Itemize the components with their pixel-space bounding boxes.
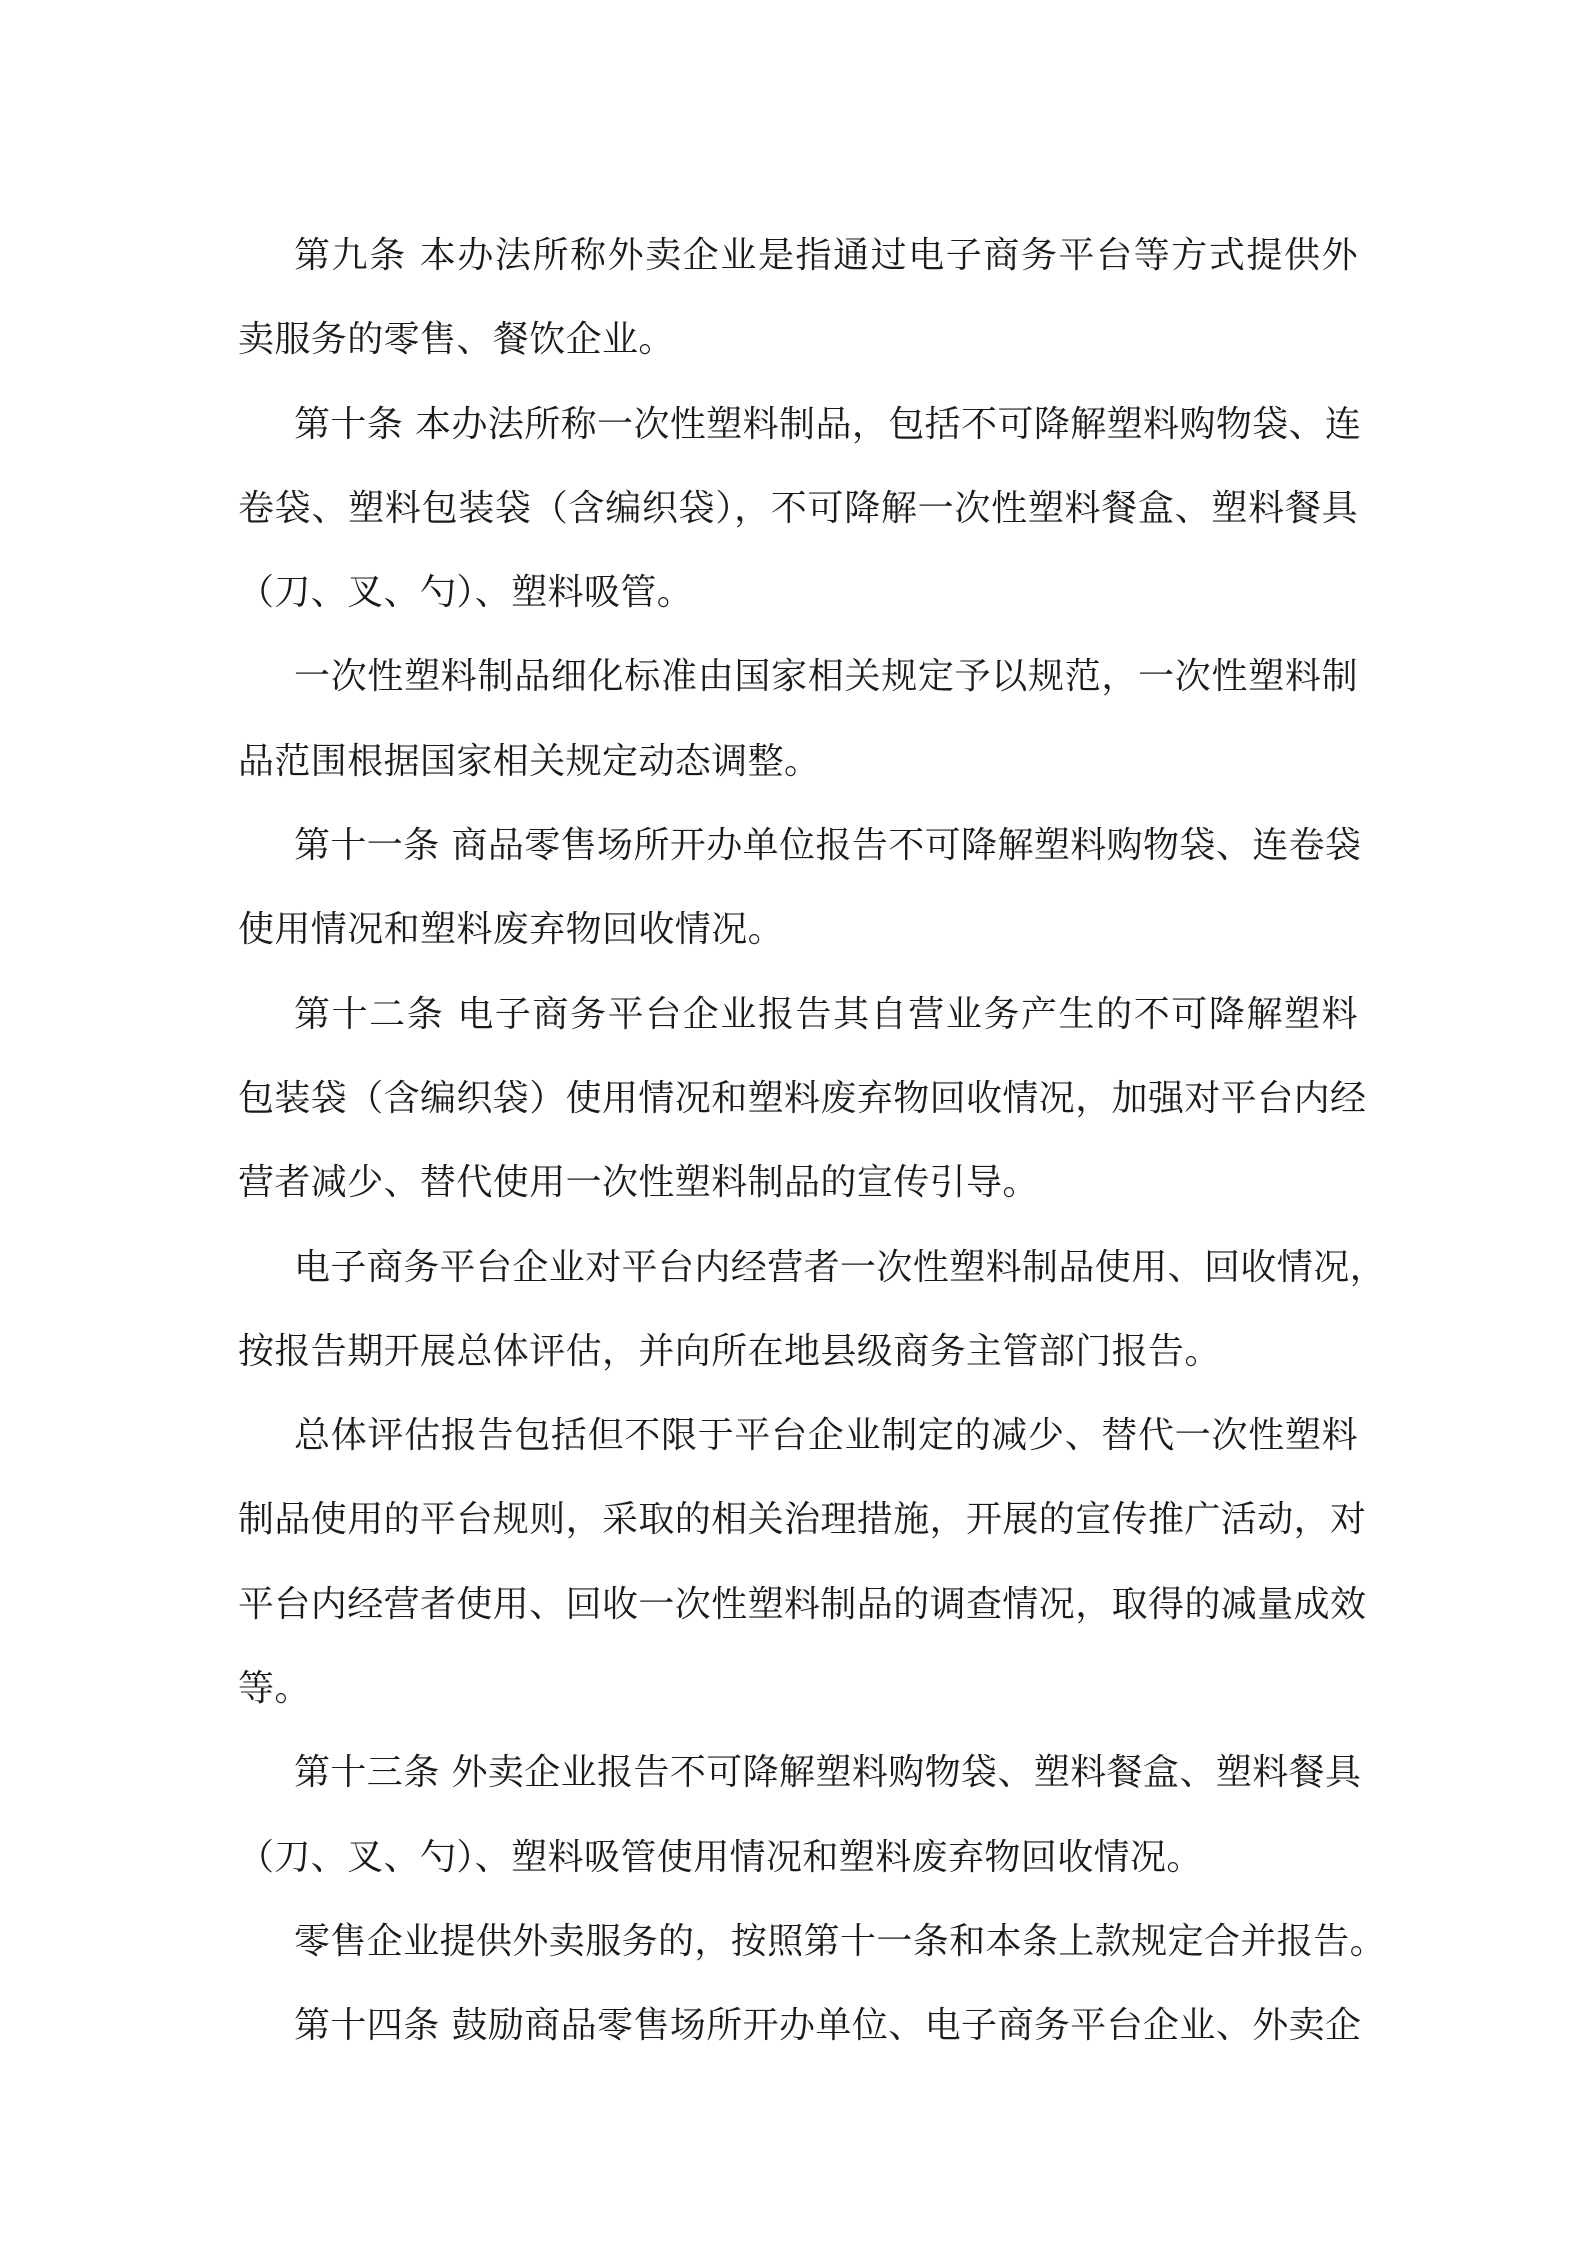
text-line: 等。 [238, 1668, 311, 1710]
text-line: 零售企业提供外卖服务的，按照第十一条和本条上款规定合并报告。 [294, 1920, 1387, 1962]
text-line: 制品使用的平台规则，采取的相关治理措施，开展的宣传推广活动，对 [238, 1499, 1367, 1541]
text-line: 使用情况和塑料废弃物回收情况。 [238, 909, 785, 951]
text-line: 第十条 本办法所称一次性塑料制品，包括不可降解塑料购物袋、连 [294, 403, 1362, 445]
text-line: 第十四条 鼓励商品零售场所开办单位、电子商务平台企业、外卖企 [294, 2005, 1362, 2047]
text-line: 品范围根据国家相关规定动态调整。 [238, 740, 821, 782]
text-line: 卖服务的零售、餐饮企业。 [238, 319, 675, 361]
text-line: 平台内经营者使用、回收一次性塑料制品的调查情况，取得的减量成效 [238, 1583, 1367, 1625]
text-line: 第九条 本办法所称外卖企业是指通过电子商务平台等方式提供外 [294, 235, 1358, 276]
text-line: 总体评估报告包括但不限于平台企业制定的减少、替代一次性塑料 [294, 1415, 1358, 1457]
text-line: 第十三条 外卖企业报告不可降解塑料购物袋、塑料餐盒、塑料餐具 [294, 1752, 1362, 1794]
document-body [238, 214, 1387, 2069]
text-line: 营者减少、替代使用一次性塑料制品的宣传引导。 [238, 1162, 1039, 1204]
text-line: 一次性塑料制品细化标准由国家相关规定予以规范，一次性塑料制 [294, 656, 1358, 698]
text-line: 包装袋（含编织袋）使用情况和塑料废弃物回收情况，加强对平台内经 [238, 1077, 1367, 1119]
text-line: 第十二条 电子商务平台企业报告其自营业务产生的不可降解塑料 [294, 993, 1358, 1035]
text-line: 电子商务平台企业对平台内经营者一次性塑料制品使用、回收情况， [294, 1246, 1387, 1288]
text-line: （刀、叉、勺）、塑料吸管。 [238, 572, 694, 614]
text-line: 第十一条 商品零售场所开办单位报告不可降解塑料购物袋、连卷袋 [294, 825, 1362, 867]
text-line: 按报告期开展总体评估，并向所在地县级商务主管部门报告。 [238, 1330, 1221, 1372]
text-line: （刀、叉、勺）、塑料吸管使用情况和塑料废弃物回收情况。 [238, 1836, 1203, 1878]
text-line: 卷袋、塑料包装袋（含编织袋），不可降解一次性塑料餐盒、塑料餐具 [238, 487, 1358, 529]
